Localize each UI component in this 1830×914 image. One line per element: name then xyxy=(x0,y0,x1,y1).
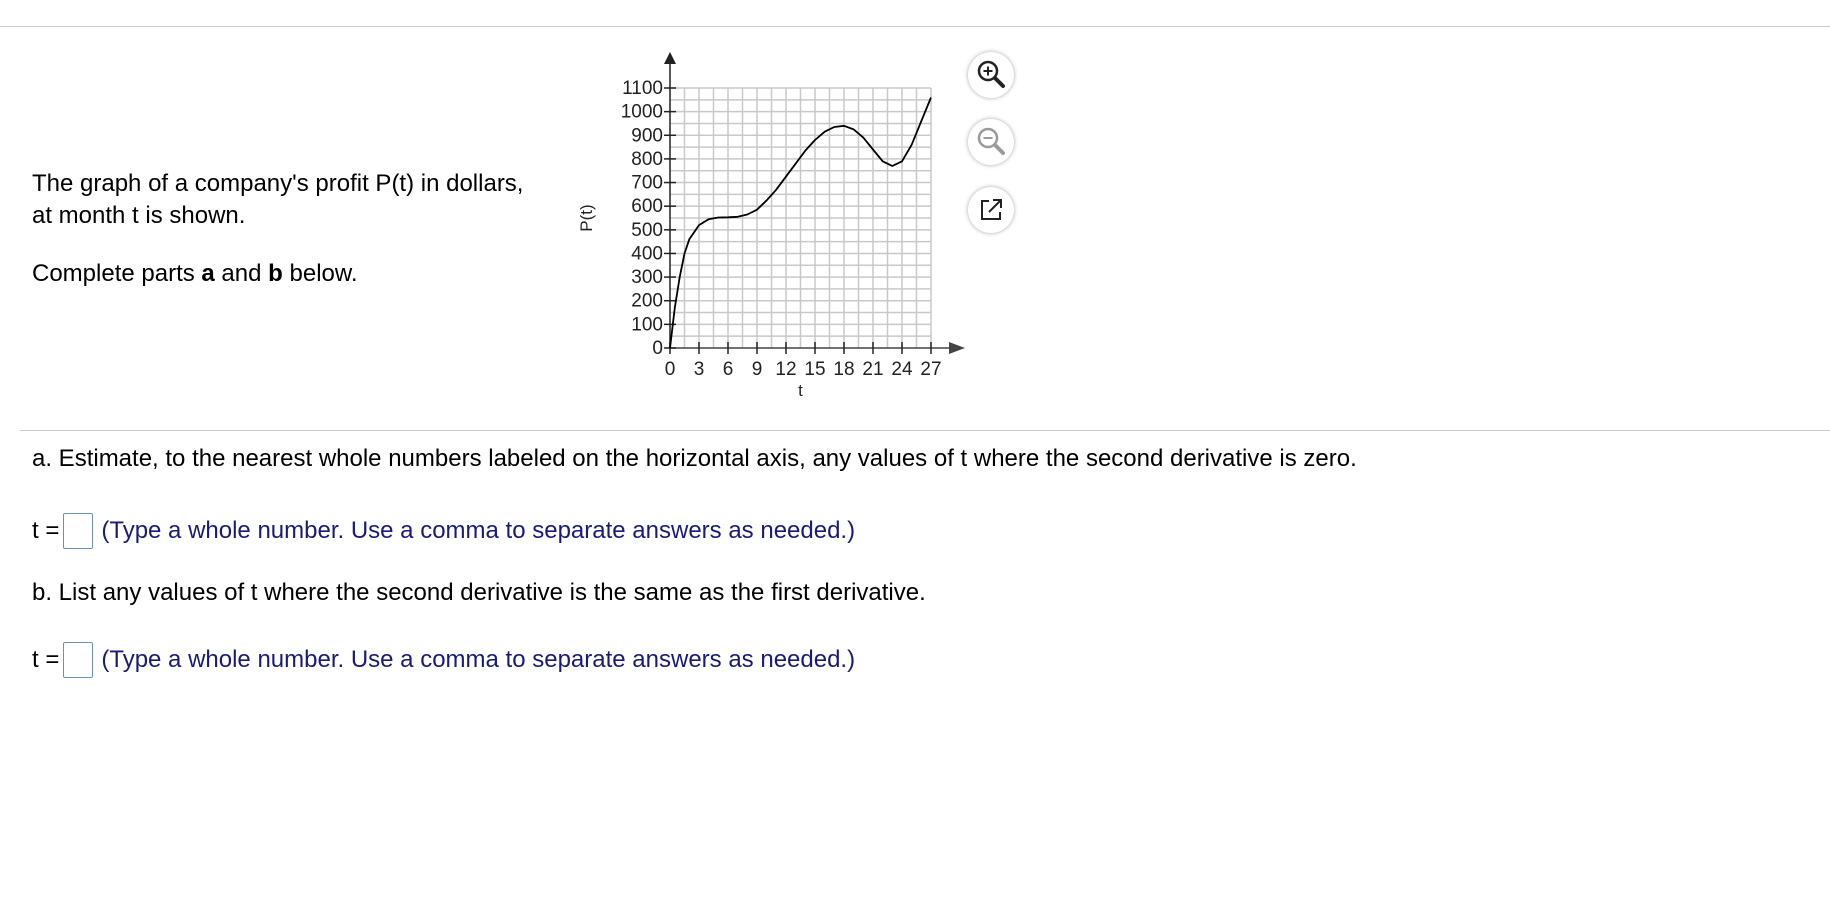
y-tick-label: 800 xyxy=(631,148,663,170)
answer-b-hint: (Type a whole number. Use a comma to separate answers as needed.) xyxy=(101,646,856,673)
answer-a-input[interactable] xyxy=(63,513,93,549)
y-tick-label: 500 xyxy=(631,219,663,241)
y-tick-label: 1000 xyxy=(620,101,663,123)
popout-icon xyxy=(968,187,1014,233)
x-tick-label: 12 xyxy=(775,359,797,380)
y-tick-label: 100 xyxy=(631,314,663,336)
top-divider xyxy=(0,26,1830,27)
x-tick-label: 27 xyxy=(920,359,942,380)
profit-graph xyxy=(560,50,980,410)
y-tick-label: 200 xyxy=(631,290,663,312)
problem-statement xyxy=(32,168,592,290)
y-tick-label: 600 xyxy=(631,196,663,218)
x-tick-label: 3 xyxy=(693,359,705,380)
question-a-answer-row xyxy=(32,511,855,551)
y-axis-arrow xyxy=(664,52,676,64)
zoom-out-icon xyxy=(968,119,1014,165)
popout-button[interactable] xyxy=(968,187,1014,233)
x-tick-label: 18 xyxy=(833,359,855,380)
y-tick-label: 0 xyxy=(652,338,663,359)
x-tick-label: 15 xyxy=(804,359,826,380)
question-b-answer-row xyxy=(32,640,855,680)
x-tick-label: 9 xyxy=(751,359,763,380)
complete-parts-text: Complete parts a and b below. xyxy=(32,260,358,287)
x-tick-label: 0 xyxy=(664,359,676,380)
question-b-text: b. List any values of t where the second derivative is the same as the first derivative. xyxy=(32,579,926,606)
zoom-in-icon xyxy=(968,52,1014,98)
y-tick-label: 300 xyxy=(631,267,663,289)
y-tick-label: 900 xyxy=(631,125,663,147)
answer-a-label: t = xyxy=(32,517,60,544)
y-tick-label: 700 xyxy=(631,172,663,194)
answer-b-label: t = xyxy=(32,646,60,673)
zoom-out-button[interactable] xyxy=(968,119,1014,165)
y-axis-label: P(t) xyxy=(577,204,596,232)
question-a-text: a. Estimate, to the nearest whole numbers labeled on the horizontal axis, any values of t where the second derivative is zero. xyxy=(32,445,1357,472)
statement-line-1: The graph of a company's profit P(t) in dollars, xyxy=(32,170,524,197)
x-axis-arrow xyxy=(949,342,965,354)
zoom-in-button[interactable] xyxy=(968,52,1014,98)
x-tick-label: 21 xyxy=(862,359,884,380)
statement-line-2: at month t is shown. xyxy=(32,202,246,229)
x-axis-label: t xyxy=(798,381,803,400)
answer-b-input[interactable] xyxy=(63,642,93,678)
section-divider xyxy=(20,430,1830,431)
y-tick-label: 1100 xyxy=(622,78,663,99)
answer-a-hint: (Type a whole number. Use a comma to separate answers as needed.) xyxy=(101,517,856,544)
x-tick-label: 6 xyxy=(722,359,734,380)
y-tick-label: 400 xyxy=(631,243,663,265)
x-tick-label: 24 xyxy=(891,359,913,380)
